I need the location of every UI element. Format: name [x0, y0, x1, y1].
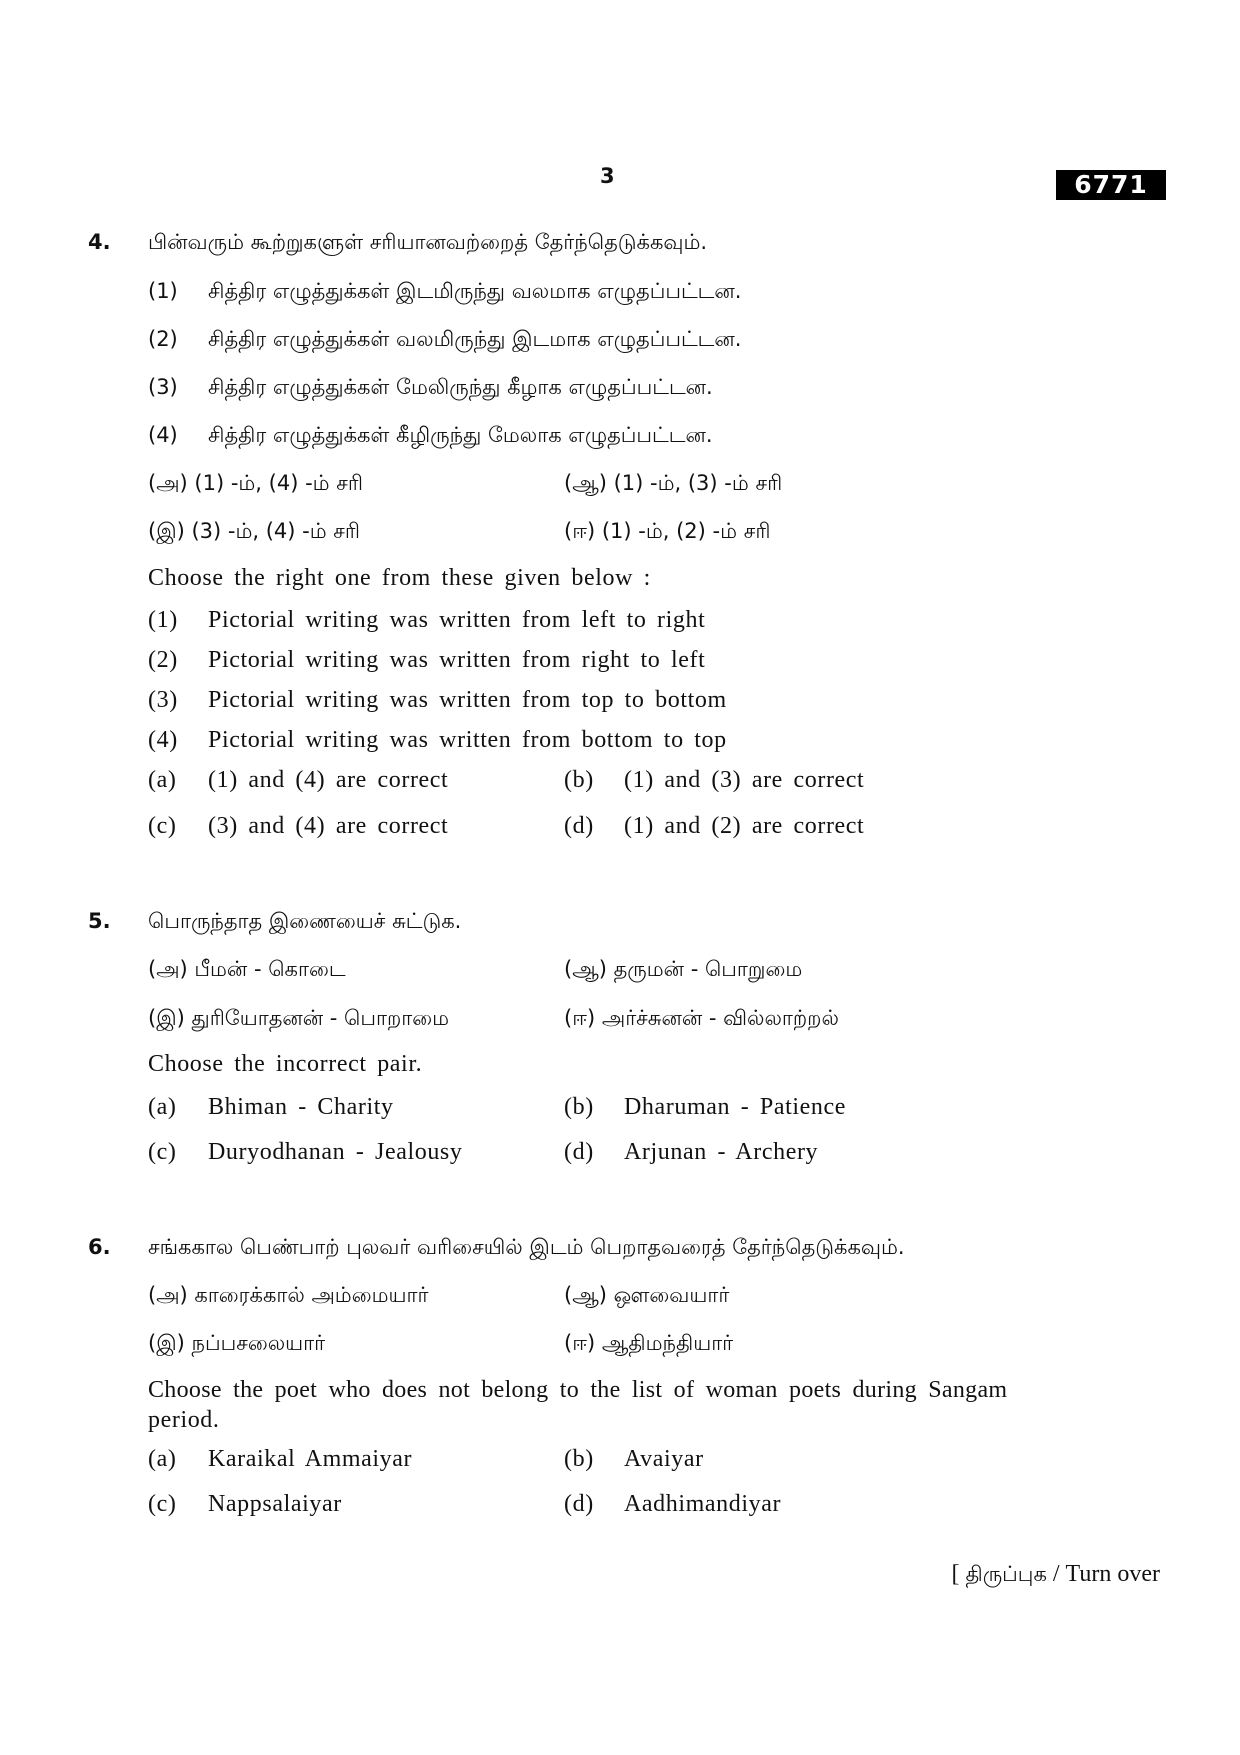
question-prompt-tamil: பின்வரும் கூற்றுகளுள் சரியானவற்றைத் தேர்ந்தெடுக்கவும்.: [148, 230, 708, 254]
paper-code-badge: 6771: [1056, 170, 1166, 200]
option-english: Arjunan - Archery: [624, 1139, 819, 1165]
option-label: (b): [564, 1446, 594, 1472]
statement-label: (1): [148, 607, 178, 633]
statement-english: Pictorial writing was written from right to left: [208, 647, 706, 673]
option-label: (c): [148, 1139, 177, 1165]
statement-tamil: சித்திர எழுத்துக்கள் இடமிருந்து வலமாக எழுதப்பட்டன.: [208, 279, 742, 303]
turn-over-english: Turn over: [1065, 1561, 1160, 1587]
page-number: 3: [600, 164, 615, 188]
option-tamil: (இ) நப்பசலையார்: [148, 1331, 326, 1355]
question-prompt-english: Choose the poet who does not belong to the list of woman poets during Sangam: [148, 1377, 1008, 1403]
option-tamil: (அ) காரைக்கால் அம்மையார்: [148, 1283, 429, 1307]
option-tamil: (ஈ) அர்ச்சுனன் - வில்லாற்றல்: [564, 1006, 839, 1030]
question-prompt-english: Choose the incorrect pair.: [148, 1051, 423, 1077]
option-label: (c): [148, 1491, 177, 1517]
statement-tamil: சித்திர எழுத்துக்கள் கீழிருந்து மேலாக எழுதப்பட்டன.: [208, 423, 713, 447]
statement-english: Pictorial writing was written from left to right: [208, 607, 706, 633]
option-label: (c): [148, 813, 177, 839]
statement-label: (2): [148, 327, 178, 351]
option-english: Aadhimandiyar: [624, 1491, 782, 1517]
option-english: Nappsalaiyar: [208, 1491, 342, 1517]
statement-english: Pictorial writing was written from top to bottom: [208, 687, 727, 713]
option-label: (a): [148, 767, 177, 793]
turn-over-tamil: திருப்புக: [965, 1562, 1047, 1586]
statement-tamil: சித்திர எழுத்துக்கள் வலமிருந்து இடமாக எழுதப்பட்டன.: [208, 327, 742, 351]
question-number: 5.: [88, 909, 111, 933]
statement-label: (1): [148, 279, 178, 303]
statement-label: (3): [148, 375, 178, 399]
statement-label: (3): [148, 687, 178, 713]
option-label: (a): [148, 1094, 177, 1120]
statement-label: (4): [148, 727, 178, 753]
option-english: Duryodhanan - Jealousy: [208, 1139, 463, 1165]
question-number: 6.: [88, 1235, 111, 1259]
option-english: (3) and (4) are correct: [208, 813, 449, 839]
option-english: Avaiyar: [624, 1446, 704, 1472]
question-prompt-english: Choose the right one from these given below :: [148, 565, 651, 591]
option-label: (d): [564, 1139, 594, 1165]
footer-bracket: [: [951, 1561, 960, 1587]
footer-separator: /: [1052, 1561, 1060, 1587]
option-tamil: (இ) துரியோதனன் - பொறாமை: [148, 1006, 450, 1030]
option-tamil: (ஆ) தருமன் - பொறுமை: [564, 957, 803, 981]
question-prompt-tamil: சங்ககால பெண்பாற் புலவர் வரிசையில் இடம் பெறாதவரைத் தேர்ந்தெடுக்கவும்.: [148, 1235, 905, 1259]
option-tamil: (ஆ) ஔவையார்: [564, 1283, 730, 1307]
option-tamil: (அ) (1) -ம், (4) -ம் சரி: [148, 471, 363, 495]
statement-label: (4): [148, 423, 178, 447]
option-english: (1) and (3) are correct: [624, 767, 865, 793]
option-tamil: (ஆ) (1) -ம், (3) -ம் சரி: [564, 471, 783, 495]
option-english: (1) and (2) are correct: [624, 813, 865, 839]
question-prompt-english-continued: period.: [148, 1407, 220, 1433]
statement-english: Pictorial writing was written from bottom to top: [208, 727, 727, 753]
option-tamil: (ஈ) (1) -ம், (2) -ம் சரி: [564, 519, 771, 543]
option-label: (d): [564, 1491, 594, 1517]
option-tamil: (அ) பீமன் - கொடை: [148, 957, 346, 981]
option-label: (a): [148, 1446, 177, 1472]
option-label: (b): [564, 767, 594, 793]
option-english: Karaikal Ammaiyar: [208, 1446, 413, 1472]
statement-label: (2): [148, 647, 178, 673]
option-english: Dharuman - Patience: [624, 1094, 846, 1120]
option-label: (b): [564, 1094, 594, 1120]
option-tamil: (இ) (3) -ம், (4) -ம் சரி: [148, 519, 361, 543]
option-english: Bhiman - Charity: [208, 1094, 394, 1120]
option-label: (d): [564, 813, 594, 839]
question-number: 4.: [88, 230, 111, 254]
question-prompt-tamil: பொருந்தாத இணையைச் சுட்டுக.: [148, 909, 462, 933]
statement-tamil: சித்திர எழுத்துக்கள் மேலிருந்து கீழாக எழுதப்பட்டன.: [208, 375, 713, 399]
option-tamil: (ஈ) ஆதிமந்தியார்: [564, 1331, 734, 1355]
turn-over-note: [952, 1561, 1160, 1589]
option-english: (1) and (4) are correct: [208, 767, 449, 793]
